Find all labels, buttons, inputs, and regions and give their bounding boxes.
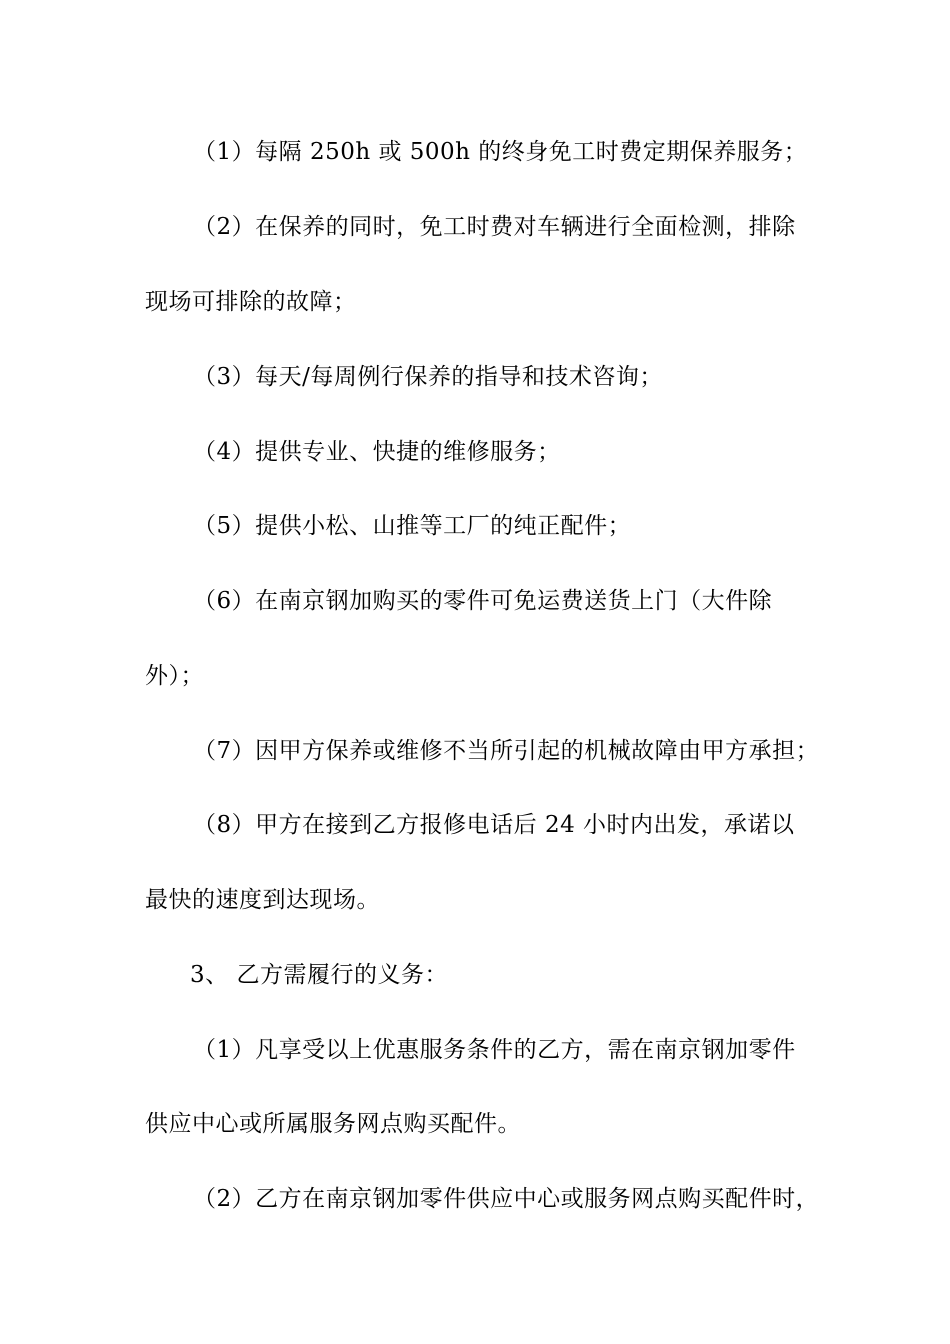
item-2-line-2: 现场可排除的故障； xyxy=(145,289,357,315)
section-3-heading: 3、 乙方需履行的义务： xyxy=(190,962,448,988)
item-3-line: （3）每天/每周例行保养的指导和技术咨询； xyxy=(193,364,663,390)
item-7-line: （7）因甲方保养或维修不当所引起的机械故障由甲方承担； xyxy=(193,738,820,764)
item-8-line-1: （8）甲方在接到乙方报修电话后 24 小时内出发，承诺以 xyxy=(193,812,795,838)
item-6-line-2: 外）； xyxy=(145,663,204,689)
obligation-1-line-1: （1）凡享受以上优惠服务条件的乙方，需在南京钢加零件 xyxy=(193,1037,796,1063)
item-6-line-1: （6）在南京钢加购买的零件可免运费送货上门（大件除 xyxy=(193,588,773,614)
item-2-line-1: （2）在保养的同时，免工时费对车辆进行全面检测，排除 xyxy=(193,214,796,240)
item-1-line: （1）每隔 250h 或 500h 的终身免工时费定期保养服务； xyxy=(193,139,808,165)
item-8-line-2: 最快的速度到达现场。 xyxy=(145,887,380,913)
item-5-line: （5）提供小松、山推等工厂的纯正配件； xyxy=(193,513,632,539)
obligation-2-line-1: （2）乙方在南京钢加零件供应中心或服务网点购买配件时， xyxy=(193,1186,820,1212)
item-4-line: （4）提供专业、快捷的维修服务； xyxy=(193,439,561,465)
obligation-1-line-2: 供应中心或所属服务网点购买配件。 xyxy=(145,1111,521,1137)
